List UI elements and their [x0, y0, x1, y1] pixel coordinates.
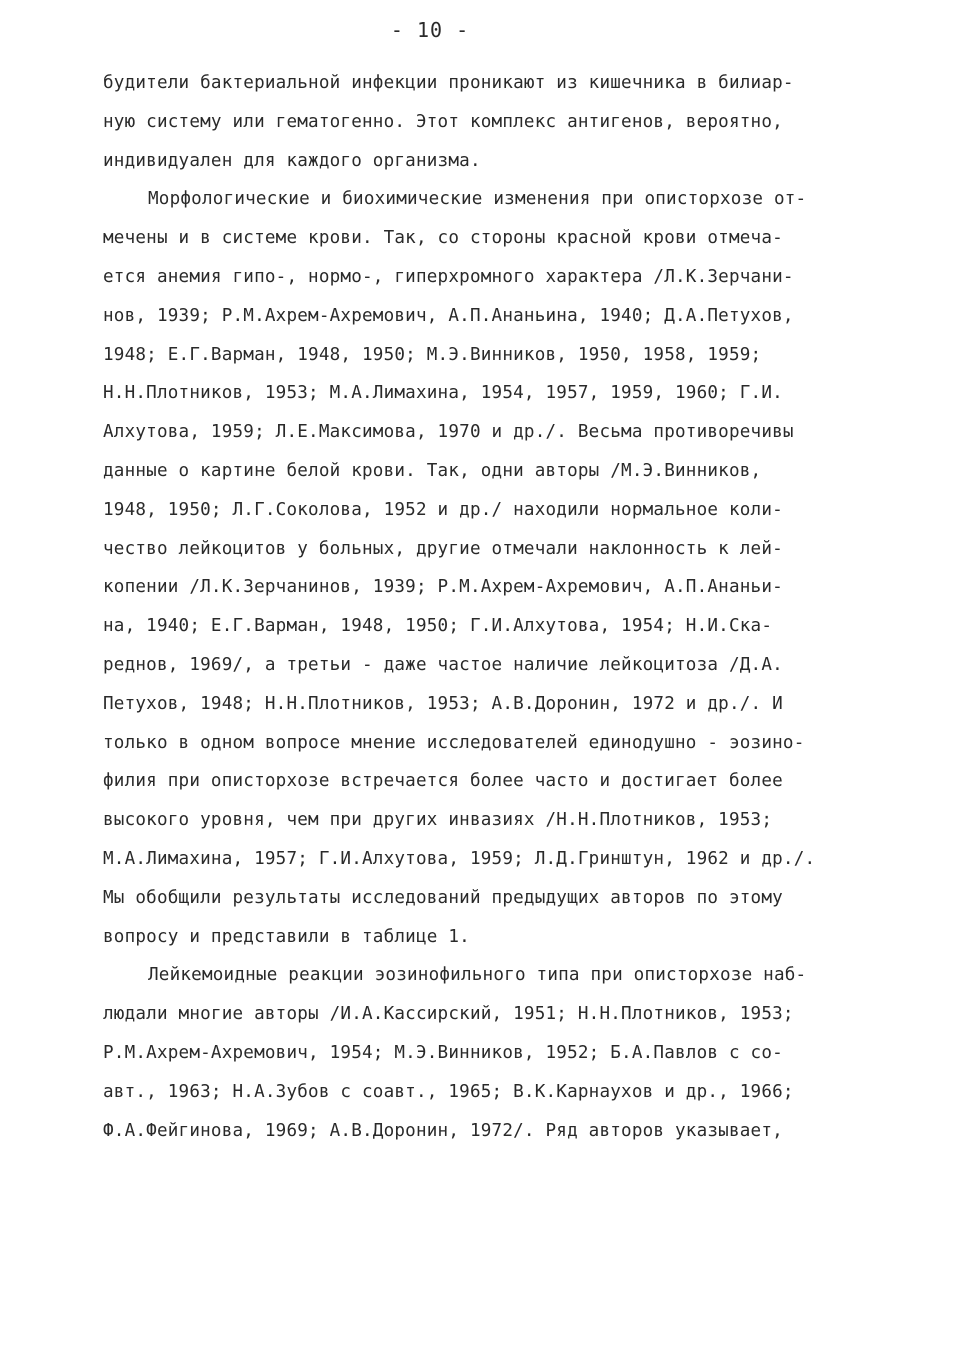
text-line: нов, 1939; Р.М.Ахрем-Ахремович, А.П.Ананьина, 1940; Д.А.Петухов, [103, 305, 794, 326]
text-line: Морфологические и биохимические изменения при описторхозе от- [148, 189, 807, 210]
text-line: вопросу и представили в таблице 1. [103, 926, 470, 947]
text-line: Петухов, 1948; Н.Н.Плотников, 1953; А.В.Доронин, 1972 и др./. И [103, 693, 783, 714]
paragraph-1 [103, 64, 893, 180]
text-line: ную систему или гематогенно. Этот комплекс антигенов, вероятно, [103, 111, 783, 132]
text-line: чество лейкоцитов у больных, другие отмечали наклонность к лей- [103, 538, 783, 559]
text-line: Н.Н.Плотников, 1953; М.А.Лимахина, 1954, 1957, 1959, 1960; Г.И. [103, 383, 783, 404]
page-number: - 10 - [390, 18, 470, 42]
text-line: Ф.А.Фейгинова, 1969; А.В.Доронин, 1972/. Ряд авторов указывает, [103, 1120, 783, 1141]
text-line: Р.М.Ахрем-Ахремович, 1954; М.Э.Винников, 1952; Б.А.Павлов с со- [103, 1042, 783, 1063]
text-line: людали многие авторы /И.А.Кассирский, 1951; Н.Н.Плотников, 1953; [103, 1004, 794, 1025]
text-line: авт., 1963; Н.А.Зубов с соавт., 1965; В.К.Карнаухов и др., 1966; [103, 1081, 794, 1102]
text-line: индивидуален для каждого организма. [103, 150, 481, 171]
paragraph-3 [103, 956, 893, 1150]
text-line: 1948, 1950; Л.Г.Соколова, 1952 и др./ находили нормальное коли- [103, 499, 783, 520]
text-line: М.А.Лимахина, 1957; Г.И.Алхутова, 1959; Л.Д.Гринштун, 1962 и др./. [103, 848, 816, 869]
text-line: только в одном вопросе мнение исследователей единодушно - эозино- [103, 732, 805, 753]
text-line: Алхутова, 1959; Л.Е.Максимова, 1970 и др./. Весьма противоречивы [103, 422, 794, 443]
text-line: Лейкемоидные реакции эозинофильного типа при описторхозе наб- [148, 965, 807, 986]
text-line: реднов, 1969/, а третьи - даже частое наличие лейкоцитоза /Д.А. [103, 654, 783, 675]
text-line: 1948; Е.Г.Варман, 1948, 1950; М.Э.Винников, 1950, 1958, 1959; [103, 344, 762, 365]
text-line: мечены и в системе крови. Так, со стороны красной крови отмеча- [103, 228, 783, 249]
text-line: будители бактериальной инфекции проникают из кишечника в билиар- [103, 73, 794, 93]
text-line: высокого уровня, чем при других инвазиях /Н.Н.Плотников, 1953; [103, 810, 773, 831]
body-text [103, 64, 893, 1150]
paragraph-2 [103, 180, 893, 956]
text-line: данные о картине белой крови. Так, одни авторы /М.Э.Винников, [103, 460, 762, 481]
text-line: на, 1940; Е.Г.Варман, 1948, 1950; Г.И.Алхутова, 1954; Н.И.Ска- [103, 616, 773, 637]
text-line: копении /Л.К.Зерчанинов, 1939; Р.М.Ахрем-Ахремович, А.П.Ананьи- [103, 577, 783, 598]
text-line: Мы обобщили результаты исследований предыдущих авторов по этому [103, 887, 783, 908]
text-line: ется анемия гипо-, нормо-, гиперхромного характера /Л.К.Зерчани- [103, 266, 794, 287]
text-line: филия при описторхозе встречается более часто и достигает более [103, 771, 783, 792]
